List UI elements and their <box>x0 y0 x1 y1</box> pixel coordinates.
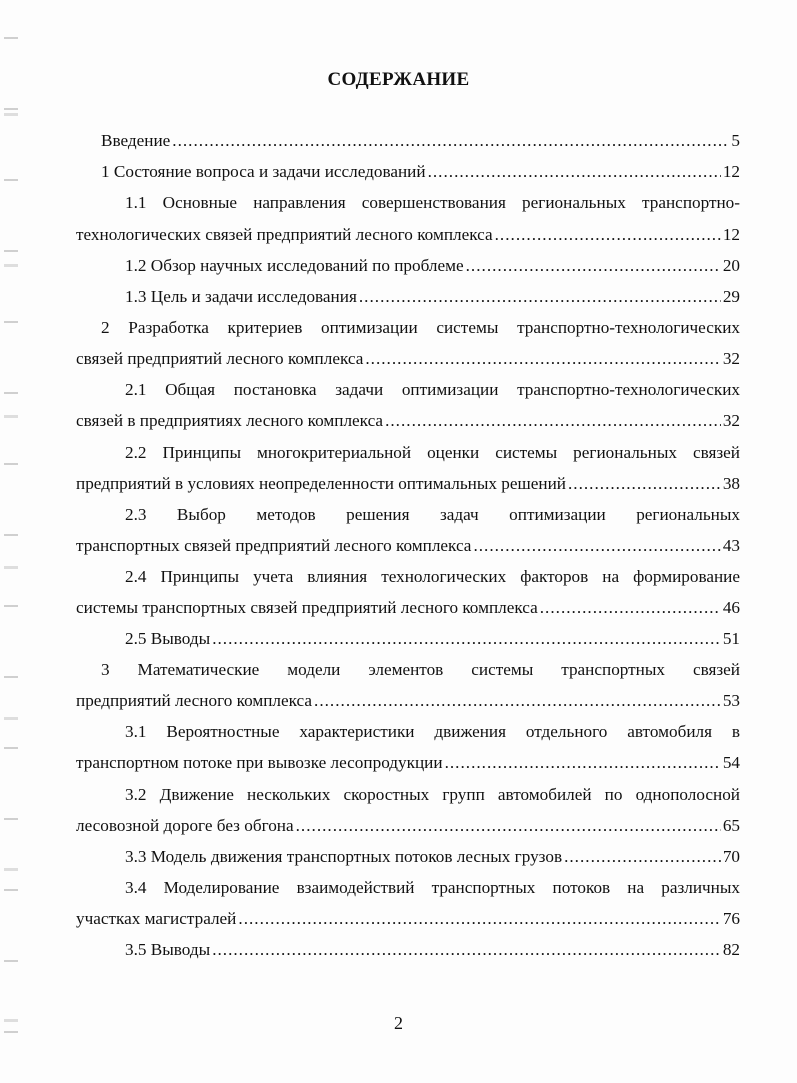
toc-entry-title: связей предприятий лесного комплекса <box>76 349 364 368</box>
toc-leader-dots <box>466 255 721 277</box>
toc-leader-dots <box>385 410 721 432</box>
toc-entry-s2-1[interactable] <box>76 410 740 432</box>
toc-entry-s1-2[interactable] <box>125 255 740 277</box>
toc-entry-page: 76 <box>722 909 740 928</box>
toc-entry-title: 3.5 Выводы <box>125 940 211 959</box>
toc-entry-page: 29 <box>722 287 740 306</box>
toc-leader-dots <box>428 161 721 183</box>
toc-entry-s3-4-line1[interactable]: 3.4 Моделирование взаимодействий транспортных потоков на различных <box>125 878 740 897</box>
toc-entry-page: 54 <box>722 753 740 772</box>
toc-entry-ch1[interactable] <box>101 161 740 183</box>
toc-entry-ch2-line1[interactable]: 2 Разработка критериев оптимизации системы транспортно-технологических <box>101 318 740 337</box>
toc-leader-dots <box>314 690 721 712</box>
toc-entry-page: 12 <box>722 225 740 244</box>
toc-entry-intro[interactable] <box>101 130 740 152</box>
toc-entry-title: 3.3 Модель движения транспортных потоков лесных грузов <box>125 847 563 866</box>
toc-entry-s3-2-line1[interactable]: 3.2 Движение нескольких скоростных групп автомобилей по однополосной <box>125 785 740 804</box>
toc-entry-title: предприятий в условиях неопределенности оптимальных решений <box>76 474 566 493</box>
toc-leader-dots <box>495 224 721 246</box>
toc-entry-title: предприятий лесного комплекса <box>76 691 313 710</box>
toc-entry-title: технологических связей предприятий лесного комплекса <box>76 225 493 244</box>
toc-entry-s1-3[interactable] <box>125 286 740 308</box>
toc-leader-dots <box>540 597 721 619</box>
toc-entry-page: 70 <box>722 847 740 866</box>
toc-entry-page: 51 <box>722 629 740 648</box>
toc-entry-s2-3[interactable] <box>76 535 740 557</box>
toc-entry-title: Введение <box>101 131 171 150</box>
toc-leader-dots <box>296 815 721 837</box>
toc-entry-title: лесовозной дороге без обгона <box>76 816 294 835</box>
toc-entry-page: 12 <box>722 162 740 181</box>
toc-entry-s3-1[interactable] <box>76 752 740 774</box>
toc-entry-page: 32 <box>722 349 740 368</box>
toc-entry-page: 82 <box>722 940 740 959</box>
toc-leader-dots <box>473 535 720 557</box>
toc-entry-s1-1-line1[interactable]: 1.1 Основные направления совершенствования региональных транспортно- <box>125 193 740 212</box>
toc-leader-dots <box>359 286 721 308</box>
toc-entry-s3-1-line1[interactable]: 3.1 Вероятностные характеристики движения отдельного автомобиля в <box>125 722 740 741</box>
toc-leader-dots <box>365 348 720 370</box>
toc-entry-s2-2-line1[interactable]: 2.2 Принципы многокритериальной оценки системы региональных связей <box>125 443 740 462</box>
toc-entry-title: системы транспортных связей предприятий лесного комплекса <box>76 598 538 617</box>
toc-entry-title: транспортных связей предприятий лесного комплекса <box>76 536 472 555</box>
toc-entry-title: 1 Состояние вопроса и задачи исследований <box>101 162 426 181</box>
page-number: 2 <box>394 1013 403 1033</box>
toc-entry-s2-5[interactable] <box>125 628 740 650</box>
toc-entry-title: 1.2 Обзор научных исследований по проблеме <box>125 256 464 275</box>
toc-entry-page: 65 <box>722 816 740 835</box>
toc-entry-s2-1-line1[interactable]: 2.1 Общая постановка задачи оптимизации транспортно-технологических <box>125 380 740 399</box>
toc-leader-dots <box>238 908 720 930</box>
toc-leader-dots <box>445 752 721 774</box>
toc-entry-page: 32 <box>722 411 740 430</box>
toc-leader-dots <box>212 939 721 961</box>
toc-entry-page: 38 <box>722 474 740 493</box>
toc-entry-page: 20 <box>722 256 740 275</box>
toc-entry-ch3-line1[interactable]: 3 Математические модели элементов системы транспортных связей <box>101 660 740 679</box>
toc-entry-ch2[interactable] <box>76 348 740 370</box>
toc-entry-s2-2[interactable] <box>76 473 740 495</box>
toc-entry-s3-3[interactable] <box>125 846 740 868</box>
toc-entry-ch3[interactable] <box>76 690 740 712</box>
toc-entry-s2-3-line1[interactable]: 2.3 Выбор методов решения задач оптимизации региональных <box>125 505 740 524</box>
toc-leader-dots <box>172 130 729 152</box>
toc-entry-title: 1.3 Цель и задачи исследования <box>125 287 357 306</box>
toc-entry-s2-4[interactable] <box>76 597 740 619</box>
toc-entry-title: участках магистралей <box>76 909 237 928</box>
toc-leader-dots <box>212 628 721 650</box>
toc-title: СОДЕРЖАНИЕ <box>327 69 470 90</box>
toc-entry-page: 43 <box>722 536 740 555</box>
toc-leader-dots <box>568 473 721 495</box>
toc-entry-s3-4[interactable] <box>76 908 740 930</box>
toc-entry-page: 53 <box>722 691 740 710</box>
toc-entry-page: 5 <box>731 131 740 150</box>
toc-leader-dots <box>564 846 721 868</box>
toc-entry-page: 46 <box>722 598 740 617</box>
toc-entry-title: связей в предприятиях лесного комплекса <box>76 411 384 430</box>
toc-entry-s3-5[interactable] <box>125 939 740 961</box>
toc-entry-s3-2[interactable] <box>76 815 740 837</box>
toc-entry-title: транспортном потоке при вывозке лесопродукции <box>76 753 443 772</box>
toc-entry-title: 2.5 Выводы <box>125 629 211 648</box>
toc-entry-s2-4-line1[interactable]: 2.4 Принципы учета влияния технологических факторов на формирование <box>125 567 740 586</box>
toc-entry-s1-1[interactable] <box>76 224 740 246</box>
